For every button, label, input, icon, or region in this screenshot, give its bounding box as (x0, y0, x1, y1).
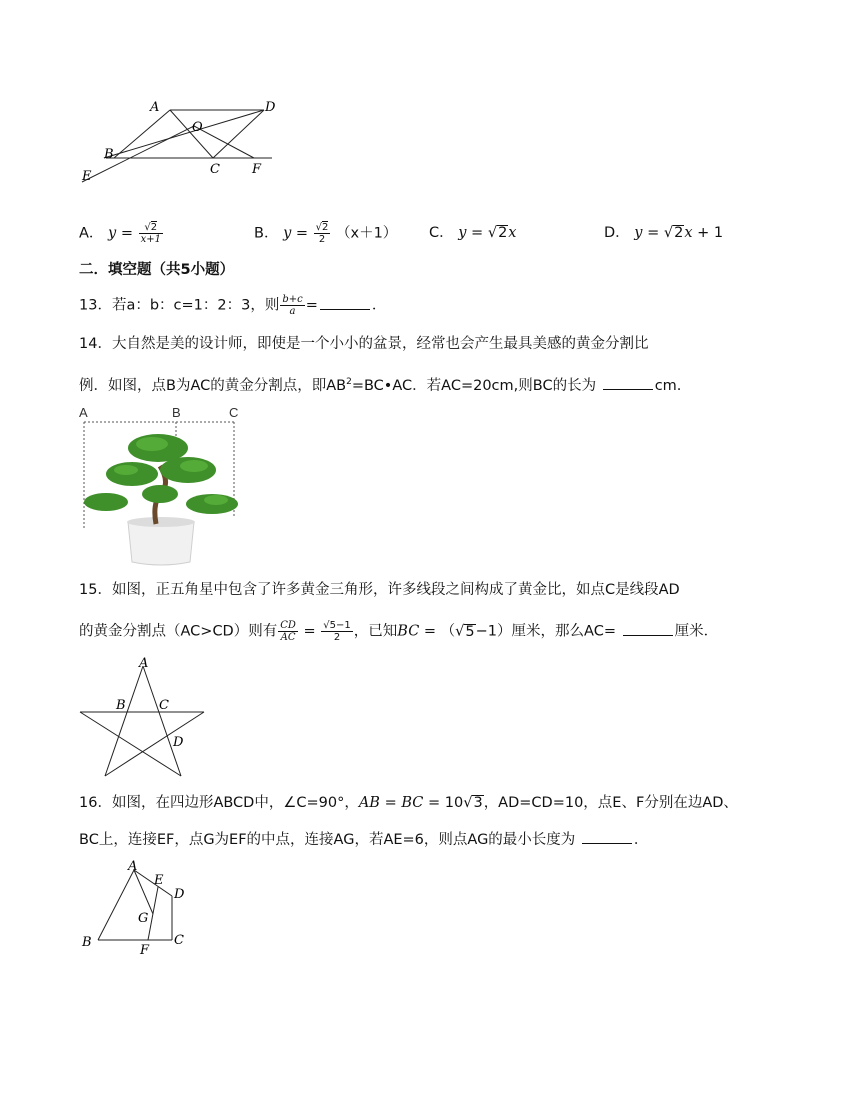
figure-bonsai (76, 404, 246, 566)
option-d-label: D． (604, 225, 630, 241)
q13-prefix: 13．若a：b：c=1：2：3，则 (79, 297, 280, 314)
q15-frac1-num: CD (280, 620, 296, 631)
question-16-line2 (79, 829, 648, 850)
label-D: D (174, 887, 185, 902)
q15-text-b: ，已知 (353, 623, 398, 640)
question-15-line2: 的黄金分割点（AC>CD）则有 $\frac{CD}{AC}$ = $\frac{√5-1}{2}$ ，已知BC = （√5−1）厘米，那么AC= 厘米． (79, 620, 719, 643)
label-A: A (128, 859, 138, 874)
option-a-label: A． (79, 225, 104, 242)
q13-frac-num: b+c (282, 294, 303, 305)
option-a: A． y = $\frac{√2}{x+1}$ (79, 222, 161, 245)
q15-frac2-num: 5−1 (329, 620, 351, 631)
q16-text-a: 16．如图，在四边形ABCD中，∠C=90°， (79, 795, 359, 811)
label-E: E (82, 169, 92, 184)
label-B: B (116, 698, 126, 713)
option-b: B． y = $\frac{√2}{2}$ （x＋1） (254, 222, 398, 245)
label-D: D (173, 735, 184, 750)
label-O: O (192, 120, 203, 135)
q14-text-b: =BC•AC．若AC=20cm,则BC的长为 (351, 377, 597, 394)
option-d: D． y = √2x + 1 (604, 225, 724, 241)
q16-text-b: ，AD=CD=10，点E、F分别在边AD、 (483, 795, 738, 811)
q13-frac-den: a (289, 306, 296, 317)
label-G: G (138, 911, 149, 926)
label-C: C (210, 162, 220, 177)
label-B: B (104, 147, 114, 162)
label-F: F (140, 943, 150, 958)
question-14-line1: 14．大自然是美的设计师，即使是一个小小的盆景，经常也会产生最具美感的黄金分割比 (79, 336, 649, 352)
answer-blank-14[interactable] (603, 375, 653, 390)
q13-suffix: = (305, 297, 318, 314)
label-D: D (265, 100, 276, 115)
q15-frac2-den: 2 (333, 632, 341, 643)
figure-parallelogram (76, 96, 276, 188)
label-F: F (252, 162, 262, 177)
label-C: C (174, 933, 184, 948)
label-A: A (139, 656, 149, 671)
q16-end: ． (633, 832, 649, 848)
question-16-line1: 16．如图，在四边形ABCD中，∠C=90°，AB = BC = 10√3，AD=CD=10，点E、F分别在边AD、 (79, 795, 738, 811)
q13-end: ． (371, 297, 387, 314)
answer-blank-13[interactable] (320, 295, 370, 310)
label-B: B (82, 935, 92, 950)
label-A: A (79, 405, 88, 420)
option-b-tail: （x＋1） (336, 225, 398, 242)
q15-text-a: 的黄金分割点（AC>CD）则有 (79, 623, 278, 640)
question-15-line1: 15．如图，正五角星中包含了许多黄金三角形，许多线段之间构成了黄金比，如点C是线段AD (79, 582, 680, 598)
label-C: C (229, 405, 239, 420)
label-C: C (159, 698, 169, 713)
figure-quadrilateral (76, 856, 196, 958)
answer-blank-16[interactable] (582, 829, 632, 844)
q15-end: 厘米． (674, 623, 719, 640)
section-title: 二．填空题（共5小题） (79, 262, 235, 278)
label-B: B (172, 405, 181, 420)
question-13 (79, 294, 386, 317)
q14-end: cm. (654, 377, 682, 394)
q14-sup: 2 (346, 377, 352, 387)
question-14-line2 (79, 372, 681, 396)
q16-text-c: BC上，连接EF，点G为EF的中点，连接AG，若AE=6，则点AG的最小长度为 (79, 832, 576, 848)
label-E: E (154, 873, 164, 888)
q15-text-c: （ (440, 623, 456, 640)
option-b-label: B． (254, 225, 279, 242)
answer-blank-15[interactable] (623, 621, 673, 636)
label-A: A (150, 100, 160, 115)
q15-text-d: −1）厘米，那么AC= (475, 623, 616, 640)
option-c: C． y = √2x (429, 225, 517, 241)
figure-star (76, 652, 210, 780)
option-c-label: C． (429, 225, 454, 241)
q15-frac1-den: AC (280, 632, 296, 643)
q14-text-a: 例．如图，点B为AC的黄金分割点，即AB (79, 377, 347, 394)
